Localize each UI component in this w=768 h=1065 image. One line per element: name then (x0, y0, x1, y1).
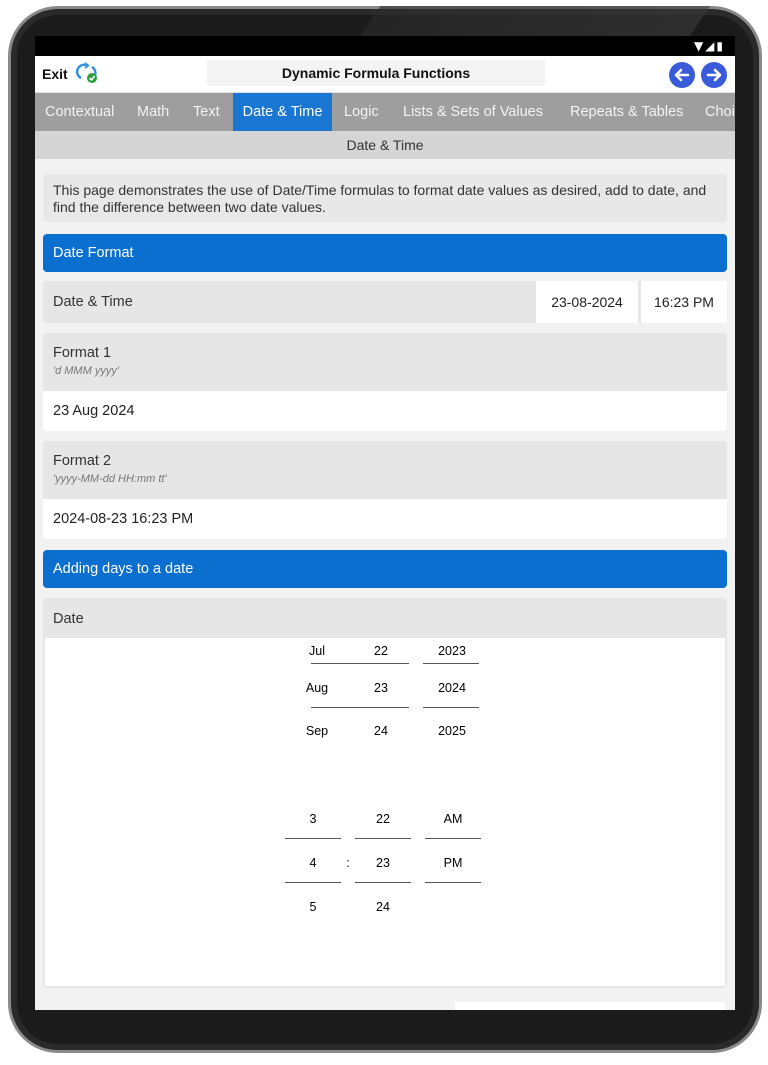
format2-value: 2024-08-23 16:23 PM (43, 499, 727, 539)
ampm-line-top (425, 838, 481, 839)
day-line-bottom (353, 707, 409, 708)
status-icons: ▼◢▮ (693, 39, 725, 53)
day-prev[interactable]: 22 (374, 644, 388, 658)
tab-text[interactable]: Text (193, 104, 220, 120)
exit-button[interactable]: Exit (42, 66, 68, 82)
minute-next[interactable]: 24 (376, 900, 390, 914)
year-line-bottom (423, 707, 479, 708)
date-picker-card (43, 598, 727, 988)
section-header-adding-days: Adding days to a date (43, 550, 727, 588)
picker-area (45, 638, 725, 986)
section-header-date-format: Date Format (43, 234, 727, 272)
page-title: Dynamic Formula Functions (281, 65, 471, 81)
format2-hint: 'yyyy-MM-dd HH:mm tt' (53, 473, 167, 485)
arrow-left-icon (673, 66, 691, 84)
year-selected[interactable]: 2024 (438, 681, 466, 695)
hour-line-bottom (285, 882, 341, 883)
format1-card (43, 333, 727, 431)
month-selected[interactable]: Aug (305, 681, 329, 695)
intro-text-card (43, 174, 727, 222)
time-input[interactable]: 16:23 PM (641, 281, 727, 323)
section-subtitle: Date & Time (35, 131, 735, 159)
hour-line-top (285, 838, 341, 839)
format2-card (43, 441, 727, 539)
hour-prev[interactable]: 3 (309, 812, 317, 826)
back-button[interactable] (669, 62, 695, 88)
hour-next[interactable]: 5 (309, 900, 317, 914)
date-input[interactable]: 23-08-2024 (536, 281, 638, 323)
forward-button[interactable] (701, 62, 727, 88)
tab-choices[interactable]: Choi (705, 104, 735, 120)
date-label: Date (53, 611, 84, 627)
sync-icon[interactable] (76, 62, 98, 84)
tablet-glare (359, 6, 710, 36)
tab-repeats-tables[interactable]: Repeats & Tables (570, 104, 684, 120)
minute-line-top (355, 838, 411, 839)
format2-label: Format 2 (53, 453, 112, 469)
day-line-top (353, 663, 409, 664)
tab-logic[interactable]: Logic (344, 104, 379, 120)
tab-date-time[interactable]: Date & Time (233, 93, 332, 131)
tab-bar (35, 93, 735, 131)
year-prev[interactable]: 2023 (438, 644, 466, 658)
app-screen (35, 36, 735, 1010)
tab-math[interactable]: Math (137, 104, 170, 120)
day-selected[interactable]: 23 (374, 681, 388, 695)
title-box (207, 60, 545, 86)
datetime-row (43, 281, 727, 323)
format1-value: 23 Aug 2024 (43, 391, 727, 431)
tab-contextual[interactable]: Contextual (45, 104, 115, 120)
title-bar (35, 56, 735, 93)
minute-prev[interactable]: 22 (376, 812, 390, 826)
minute-selected[interactable]: 23 (376, 856, 390, 870)
month-prev[interactable]: Jul (309, 644, 325, 658)
next-field-peek (455, 1002, 725, 1010)
year-next[interactable]: 2025 (438, 724, 466, 738)
datetime-label: Date & Time (53, 294, 133, 310)
format1-label: Format 1 (53, 345, 112, 361)
ampm-selected[interactable]: PM (443, 856, 463, 870)
format1-hint: 'd MMM yyyy' (53, 365, 119, 377)
year-line-top (423, 663, 479, 664)
month-next[interactable]: Sep (305, 724, 329, 738)
intro-text: This page demonstrates the use of Date/Time formulas to format date values as desired, add to date, and find the difference between two date values. (53, 182, 707, 215)
day-next[interactable]: 24 (374, 724, 388, 738)
arrow-right-icon (705, 66, 723, 84)
ampm-line-bottom (425, 882, 481, 883)
minute-line-bottom (355, 882, 411, 883)
time-separator: : (346, 856, 350, 870)
tab-lists-sets[interactable]: Lists & Sets of Values (403, 104, 543, 120)
status-bar (35, 36, 735, 56)
ampm-prev[interactable]: AM (443, 812, 463, 826)
hour-selected[interactable]: 4 (309, 856, 317, 870)
